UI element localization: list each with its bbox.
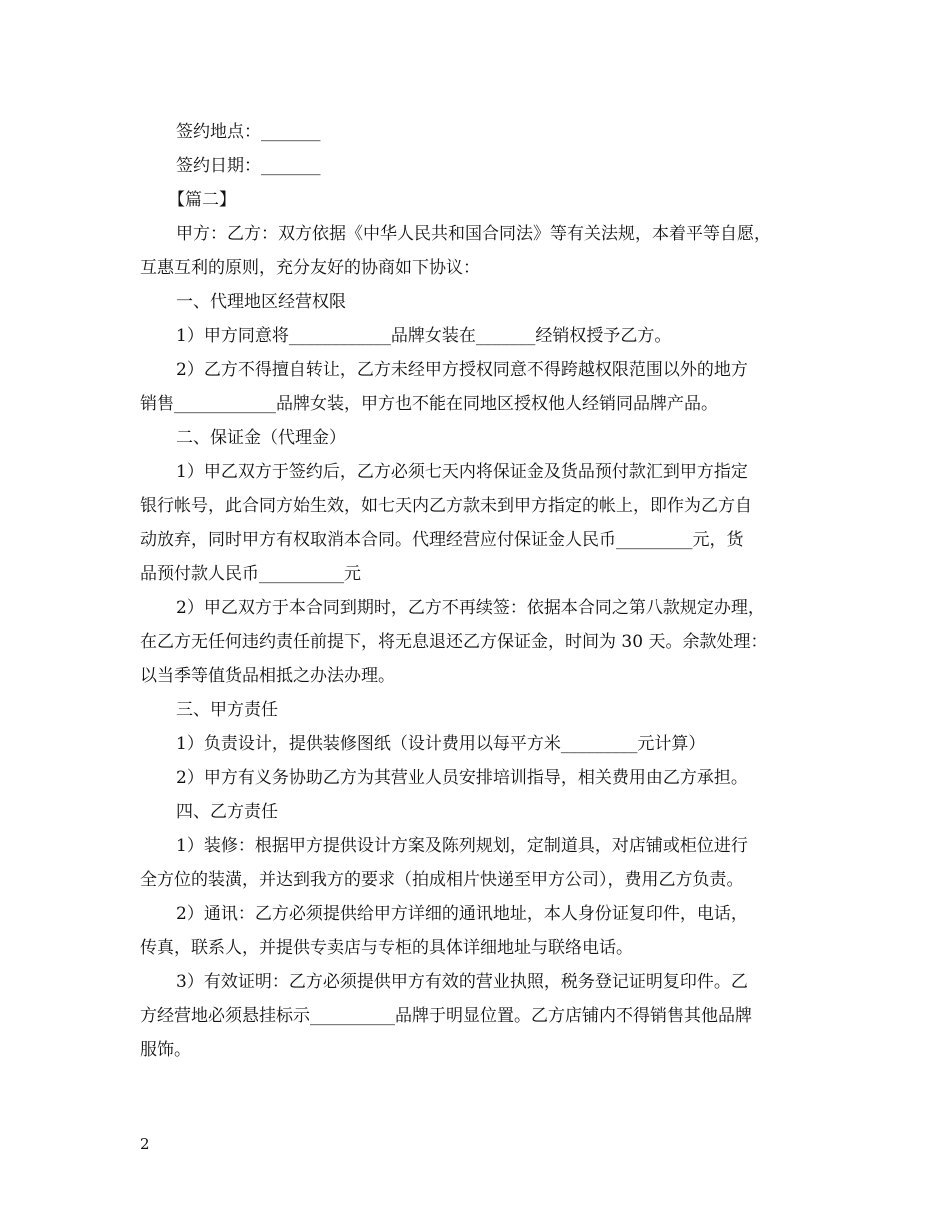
- paragraph-line: 动放弃，同时甲方有权取消本合同。代理经营应付保证金人民币_________元，货: [140, 530, 744, 550]
- paragraph-line: 传真，联系人，并提供专卖店与专柜的具体详细地址与联络电话。: [140, 938, 633, 958]
- paragraph-line: 销售____________品牌女装，甲方也不能在同地区授权他人经销同品牌产品。: [140, 394, 718, 414]
- paragraph-line: 互惠互利的原则，充分友好的协商如下协议：: [140, 258, 480, 278]
- signing-location-line: 签约地点：_______: [176, 122, 321, 142]
- paragraph-line: 2）乙方不得擅自转让，乙方未经甲方授权同意不得跨越权限范围以外的地方: [176, 360, 748, 380]
- paragraph-line: 服饰。: [140, 1040, 191, 1060]
- paragraph-line: 2）通讯：乙方必须提供给甲方详细的通讯地址，本人身份证复印件，电话，: [176, 904, 748, 924]
- paragraph-line: 2）甲乙双方于本合同到期时，乙方不再续签：依据本合同之第八款规定办理，: [176, 598, 765, 618]
- paragraph-line: 1）甲乙双方于签约后，乙方必须七天内将保证金及货品预付款汇到甲方指定: [176, 462, 748, 482]
- paragraph-line: 3）有效证明：乙方必须提供甲方有效的营业执照，税务登记证明复印件。乙: [176, 972, 748, 992]
- clause-heading: 四、乙方责任: [176, 802, 278, 822]
- clause-heading: 一、代理地区经营权限: [176, 292, 346, 312]
- clause-heading: 三、甲方责任: [176, 700, 278, 720]
- paragraph-line: 银行帐号，此合同方始生效，如七天内乙方款未到甲方指定的帐上，即作为乙方自: [140, 496, 752, 516]
- signing-date-line: 签约日期：_______: [176, 156, 321, 176]
- paragraph-line: 以当季等值货品相抵之办法办理。: [140, 666, 395, 686]
- document-body: [140, 115, 820, 1067]
- paragraph-line: 1）负责设计，提供装修图纸（设计费用以每平方米_________元计算）: [176, 734, 706, 754]
- paragraph-line: 2）甲方有义务协助乙方为其营业人员安排培训指导，相关费用由乙方承担。: [176, 768, 748, 788]
- paragraph-line: 全方位的装潢，并达到我方的要求（拍成相片快递至甲方公司），费用乙方负责。: [140, 870, 744, 890]
- paragraph-line: 1）装修：根据甲方提供设计方案及陈列规划，定制道具，对店铺或柜位进行: [176, 836, 748, 856]
- clause-heading: 二、保证金（代理金）: [176, 428, 346, 448]
- section-heading-part-two: 【篇二】: [168, 190, 236, 210]
- paragraph-line: 品预付款人民币__________元: [140, 564, 361, 584]
- paragraph-line: 1）甲方同意将____________品牌女装在_______经销权授予乙方。: [176, 326, 672, 346]
- paragraph-line: 在乙方无任何违约责任前提下，将无息退还乙方保证金，时间为 30 天。余款处理：: [140, 632, 768, 652]
- paragraph-line: 方经营地必须悬挂标示__________品牌于明显位置。乙方店铺内不得销售其他品牌: [140, 1006, 752, 1026]
- paragraph-line: 甲方：乙方：双方依据《中华人民共和国合同法》等有关法规，本着平等自愿，: [176, 224, 771, 244]
- page-number: 2: [140, 1135, 150, 1153]
